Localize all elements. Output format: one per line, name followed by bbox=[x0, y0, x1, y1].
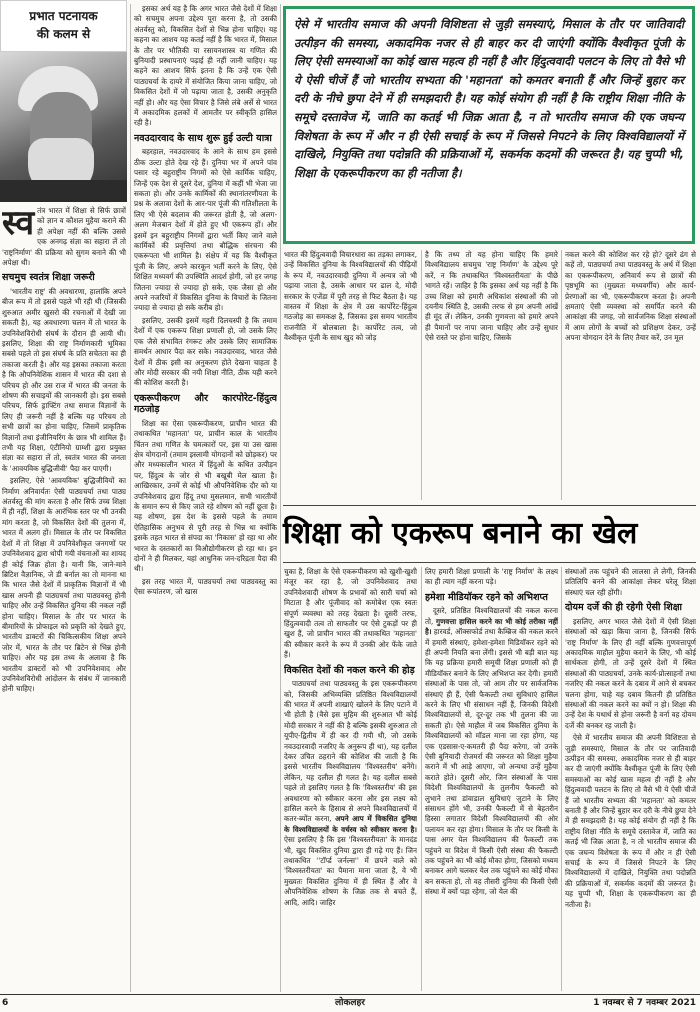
paragraph: इस तरह भारत में, पाठ्यचर्या तथा पाठ्यवस्तु का ऐसा रूपांतरण, जो खास bbox=[134, 576, 277, 597]
page-footer bbox=[0, 994, 700, 1012]
article-column-4-top bbox=[425, 250, 558, 500]
article-column-3-top bbox=[284, 250, 417, 500]
emphasis-text: अपने आप में विकसित दुनिया के विश्वविद्यालयों के वर्चस्व को स्वीकार करना है। bbox=[284, 814, 417, 834]
pull-quote-box: ऐसे में भारतीय समाज की अपनी विशिष्टता से जुड़ी समस्याएं, मिसाल के तौर पर जातिवादी उत्पीड़न की समस्या, अकादमिक नजर से ही बाहर कर दी जाएंगी क्योंकि वैश्वीकृत पूंजी के लिए ऐसी समस्याओं का कोई खास महत्व ही नहीं है और हिंदुत्ववादी पलटन के लिए तो वैसे भी ये ऐसी चीजें हैं जो भारतीय सभ्यता की 'महानता' को कमतर बनाती हैं और जिन्हें बुहार कर दरी के नीचे छुपा देने में ही समझदारी है। यह कोई संयोग ही नहीं है कि राष्ट्रीय शिक्षा नीति के समूचे दस्तावेज में, जाति का कतई भी जिक्र आता है, न तो भारतीय समाज की एक जघन्य विशेषता के रूप में और न ही ऐसी सचाई के रूप में जिससे निपटने के लिए विश्वविद्यालयों में दाखिले, नियुक्ति तथा पदोन्नति की प्रक्रियाओं में, सकर्मक कदमों की जरूरत है। यह चुप्पी भी, शिक्षा के एकरूपीकरण का ही नतीजा है। bbox=[283, 6, 695, 244]
article-column-3-bottom bbox=[284, 567, 417, 991]
article-headline: शिक्षा को एकरूप बनाने का खेल bbox=[283, 516, 638, 551]
paragraph: शिक्षा का ऐसा एकरूपीकरण, प्राचीन भारत की तथाकथित 'महानता' पर, प्राचीन काल के भारतीय चिंतन तथा गणित के चमत्कारों पर, इस या उस खास क्षेत्र योगदानों (तमाम इस्लामी योगदानों को छोड़कर) पर और मध्यकालीन भारत में हिंदुओं के कथित उत्पीड़न पर, हिंदुत्व के जोर से भी बखूबी मेल खाता है। आखिरकार, उनमें से कोई भी औपनिवेशिक दौर को या उपनिवेशवाद द्वारा हिंदू तथा मुसलमान, सभी भारतीयों के समान रूप से किए जाते रहे शोषण को नहीं छूता है। यह शोषण, इस देश के इससे पहले के तमाम ऐतिहासिक अनुभव से पूरी तरह से भिन्न था क्योंकि इसके तहत भारत से संपदा का 'निकास' हो रहा था और भारत के दस्तकारों का विऔद्योगीकरण हो रहा था। इन दोनों ने ही मिलकर, यहां आधुनिक जन-दरिद्रता पैदा की थी। bbox=[134, 418, 277, 574]
page-number: 6 bbox=[2, 998, 9, 1008]
paragraph: इसलिए, उसकी इसमें गहरी दिलचस्पी है कि तमाम देशों में एक एकरूप शिक्षा प्रणाली हो, जो उसके लिए एक जैसे संभावित रंगरूट और उसके लिए सामाजिक समर्थन आधार पैदा कर सके। नवउदारवाद, भारत जैसे देशों में ठीक इसी का अनुकरण होते देखना चाहता है और मोदी सरकार की नयी शिक्षा नीति, ठीक यही करने की कोशिश करती है। bbox=[134, 315, 277, 388]
issue-date: 1 नवम्बर से 7 नवम्बर 2021 bbox=[593, 998, 696, 1008]
paragraph: बहरहाल, नवउदारवाद के आने के साथ हम इससे ठीक उल्टा होते देख रहे हैं। दुनिया भर में अपने पांव पसार रहे बहुराष्ट्रीय निगमों को ऐसे कार्मिक चाहिए, जिन्हें एक देश से दूसरे देश, दुनिया में कहीं भी भेजा जा सकता हो। और उनके कार्मिकों की स्थानांतरणीयता के प्रश्न के अलावा देशों के आर-पार पूंजी की गतिशीलता के लिए भी ऐसे बदलाव की जरूरत होती है, जो अलग-अलग मेजबान देशों में होते हुए भी एकरूप हों। और इसमें इन बहुराष्ट्रीय निगमों द्वारा भर्ती किए जाने वाले कार्मिकों की प्रवृत्तियां तथा बौद्धिक संरचना की एकरूपता भी शामिल है। संक्षेप में यह कि वैश्वीकृत पूंजी के लिए, अपने कारकून भर्ती करने के लिए, ऐसे शिक्षित मध्यवर्ग की उपस्थिति आदर्श होगी, जो हर जगह जितना ज्यादा से ज्यादा हो सके, एक जैसा हो और अपने नजरियों में विकसित दुनिया के विचारों के जितना ज्यादा से ज्यादा हो सके करीब हो। bbox=[134, 147, 277, 313]
paragraph: चुका है, शिक्षा के ऐसे एकरूपीकरण को खुशी-खुशी मंजूर कर रहा है, जो उपनिवेशवाद तथा उपनिवेशवादी शोषण के प्रभावों को सारी चर्चा को मिटाता है और पूंजीवाद को कमोबेश एक स्वतः संपूर्ण व्यवस्था को तरह देखता है। दूसरी तरफ, हिंदुत्ववादी तत्व तो साफतौर पर ऐसे टुकड़ों पर ही खुश हैं, जो प्राचीन भारत की तथाकथित 'महानता' की स्वीकार करने के रूप में उनकी ओर फेंके जाते हैं। bbox=[284, 567, 417, 660]
subheading: नवउदारवाद के साथ शुरू हुई उल्टी यात्रा bbox=[134, 132, 272, 144]
subheading: विकसित देशों की नकल करने की होड़ bbox=[284, 664, 415, 676]
subheading: सचमुच स्वतंत्र शिक्षा जरूरी bbox=[2, 272, 95, 284]
author-name: प्रभात पटनायक bbox=[29, 9, 98, 23]
emphasis-text: गुणवत्ता हासिल करने का भी कोई तरीका नहीं है। bbox=[425, 616, 558, 637]
paragraph: पाठ्यचर्या तथा पाठ्यवस्तु के इस एकरूपीकरण को, जिसकी अभिव्यक्ति प्रतिष्ठित विश्वविद्यालयों की भारत में अपनी शाखाएं खोलने के लिए पटाने में भी होती है (वैसे इस मुहिम की शुरुआत भी कोई मोदी सरकार ने नहीं की है बल्कि इसकी शुरुआत तो यूपीए-द्वितीय में ही कर दी गयी थी, जो उसके नवउदारवादी नजरिए के अनुरूप ही था), यह दलील देकर उचित ठहराने की कोशिश की जाती है कि इससे भारतीय विश्वविद्यालय 'विश्वस्तरीय' बनेंगे। लेकिन, यह दलील ही गलत है। यह दलील सबसे पहले तो इसलिए गलत है कि 'विश्वस्तरीय' की इस अवधारणा को स्वीकार करना और इस लक्ष्य को हासिल करने के हिसाब से अपने विश्वविद्यालयों में कतर-ब्योंत करना, अपने आप में विकसित दुनिया के विश्वविद्यालयों के वर्चस्व को स्वीकार करना है। ऐसा इसलिए है कि इस 'विश्वस्तरीयता' के मानदंड भी, खुद विकसित दुनिया द्वारा ही गढ़े गए हैं। जिन तथाकथित ''टॉर्प्ड जर्नल्स'' में छपने वाले को 'विश्वस्तरीयता' का पैमाना माना जाता है, वे भी मुख्यतः विकसित दुनिया में ही स्थित हैं और वे औपनिवेशिक शोषण के जिक्र तक से बचते हैं, आदि, आदि। जाहिर bbox=[284, 679, 417, 907]
subheading: दोयम दर्जे की ही रहेगी ऐसी शिक्षा bbox=[565, 602, 682, 614]
paragraph: लिए हमारी शिक्षा प्रणाली के 'राष्ट्र निर्माण' के लक्ष्य का ही त्याग नहीं करना पड़े। bbox=[425, 567, 558, 587]
publication-name: लोकलहर bbox=[335, 998, 365, 1008]
drop-cap: स्व bbox=[2, 206, 35, 243]
article-intro: तंत्र भारत में शिक्षा से सिर्फ छात्रों को ज्ञान व कौशल मुहैया कराने की ही अपेक्षा नहीं की बल्कि उससे एक अनगढ़ संज्ञा का सहारा लें तो 'राष्ट्रनिर्माण' की प्रक्रिया को सुगम बनाने की भी अपेक्षा थी। bbox=[2, 206, 126, 268]
article-column-4-bottom bbox=[425, 567, 558, 991]
author-byline bbox=[0, 0, 127, 52]
paragraph: दूसरे, प्रतिष्ठित विश्वविद्यालयों की नकल करना तो, गुणवत्ता हासिल करने का भी कोई तरीका नहीं है। हारवर्ड, ऑक्सफोर्ड तथा कैम्ब्रिज की नकल करने में हमारी संस्थाएं, हमेशा-हमेशा मिडियॉकर रहने को ही अपनी नियति बना लेंगी। इससे भी बड़ी बात यह कि यह प्रक्रिया हमारी समूची शिक्षा प्रणाली को ही मीडियॉकर बनाने के लिए अभिशप्त कर देगी। हमारी संस्थाओं के पास तो, जो आम तौर पर सार्वजनिक संस्थाएं ही हैं, ऐसी फैकल्टी तथा सुविधाएं हासिल करने के लिए भी संसाधन नहीं हैं, जिनकी विदेशी विश्वविद्यालयों से, दूर-दूर तक भी तुलना की जा सकती हो। ऐसे माहौल में जब विकसित दुनिया के विश्वविद्यालयों को मॉडल माना जा रहा होगा, यह एक एडसास-ए-कमतरी ही पैदा करेगा, जो उनके ऐसी बुनियादी रोजमर्रा की जरूरत को शिक्षा मुहैया कराने में भी आड़े आएगा, जो अन्यथा उन्हें मुहैया कराते होते। दूसरी ओर, जिन संस्थाओं के पास विदेशी विश्वविद्यालयों के तुलनीय फैकल्टी को लुभाने तथा डांवाडाल सुविधाएं जुटाने के लिए संसाधन होंगे भी, उनकी फैकल्टी में से बेहतरीन हिस्सा लगातार विदेशी विश्वविद्यालयों की ओर पलायन कर रहा होगा। मिसाल के तौर पर किसी के पास अगर येल विश्वविद्यालय की फैकल्टी तक पहुंचने या विदेश में किसी ऐसी संस्था की फैकल्टी तक पहुंचने का भी कोई मौका होगा, जिसको मध्यम बनाकर आगे चलकर येल तक पहुंचने का कोई मौका बन सकता हो, तो वह तीसरी दुनिया की किसी ऐसी संस्था में क्यों पड़ा रहेगा, जो येल की bbox=[425, 606, 558, 897]
author-portrait bbox=[0, 52, 127, 202]
paragraph: भारत की हिंदुत्ववादी विचारधारा का तड़का लगाकर, उन्हें विकसित दुनिया के विश्वविद्यालयों की पीढ़ियों के रूप में, नवउदारवादी दुनिया में अन्यत्र जो भी पढ़ाया जाता है, उसके आधार पर ढाल दे, मोदी सरकार के एजेंडा में पूरी तरह से फिट बैठता है। यह वास्तव में शिक्षा के क्षेत्र में उस कार्पोरेट-हिंदुत्व गठजोड़ का समकक्ष है, जिसका इस समय भारतीय राजनीति में बोलबाला है। कार्पोरेट तत्व, जो वैश्वीकृत पूंजी के साथ खुद को जोड़ bbox=[284, 250, 417, 343]
article-column-2 bbox=[134, 4, 277, 991]
subheading: एकरूपीकरण और कारपोरेट-हिंदुत्व गठजोड़ bbox=[134, 392, 277, 416]
paragraph: इसलिए, अगर भारत जैसे देशों में ऐसी शिक्षा संस्थाओं को खड़ा किया जाना है, जिनकी सिर्फ 'राष्ट्र निर्माण' के लिए ही नहीं बल्कि गुणवत्तापूर्ण अकादमिक माहौल मुहैया कराने के लिए, भी कोई सार्थकता होगी, तो उन्हें दूसरे देशों में स्थित संस्थाओं की पाठ्यचर्या, उनके कार्य-प्रोत्साहनों तथा नजरिए की नकल करने के दबाव में आने से बचकर चलना होगा, चाहे यह दबाव कितनी ही प्रतिष्ठित संस्थाओं की नकल करने का क्यों न हो। शिक्षा की उन्हें देश के यथार्थ से होना जरूरी है वर्ना वह दोयम दर्जे की बनकर रह जाती है। bbox=[565, 616, 696, 730]
paragraph: नकल करने की कोशिश कर रहे हो? दूसरे ढंग से कहें तो, पाठ्यचर्या तथा पाठ्यवस्तु के अर्थ में शिक्षा का एकरूपीकरण, अनिवार्य रूप से छात्रों की पृष्ठभूमि का (मुख्यतः मध्यवर्गीय) और कार्य-प्रेरणाओं का भी, एकरूपीकरण करता है। अपनी क्षमताएं ऐसी व्यवस्था को समर्पित करने की आकांक्षा की जगह, जो सार्वजनिक शिक्षा संस्थाओं में आम लोगों के बच्चों को प्रशिक्षण देकर, उन्हें अपना योगदान देने के लिए तैयार करें, उन मूल bbox=[565, 250, 696, 343]
subheading: हमेशा मीडियॉकर रहने को अभिशप्त bbox=[425, 591, 548, 603]
paragraph: इसलिए, ऐसे 'आवयविक' बुद्धिजीवियों का निर्माण अनिवार्यतः ऐसी पाठ्यचर्या तथा पाठ्य अंतर्वस्तु की मांग करता है और सिर्फ उच्च शिक्षा में ही नहीं, शिक्षा के आरंभिक स्तर पर भी उनकी मांग करता है, जो विकसित देशों की तुलना में, भारत में अलग हों। मिसाल के तौर पर विकसित देशों में तो शिक्षा में उपनिवेशीकृत जनगणों पर उपनिवेशवाद द्वारा थोपी गयी वंचनाओं का शायद ही कोई जिक्र होता है। यानी कि, जाने-माने ब्रिटिश वैज्ञानिक, जे डी बर्नाल का तो मानना था कि भारत जैसे देशों में प्राकृतिक विज्ञानों में भी खास अपनी ही पाठ्यचर्या तथा पाठ्यवस्तु होनी चाहिए और उन्हें विकसित दुनिया की नकल नहीं होना चाहिए। मिसाल के तौर पर भारत के बीमारियों के प्रोफाइल को प्रकृति को देखते हुए, भारतीय डाक्टरों की चिकित्सकीय शिक्षा अपने जोर में, भारत के तौर पर ब्रिटेन से भिन्न होनी चाहिए। और यह इस तथ्य के अलावा है कि भारतीय डाक्टरों को भी उपनिवेशवाद और उपनिवेशविरोधी आंदोलन के संबंध में जानकारी होनी चाहिए। bbox=[2, 476, 126, 694]
paragraph: संस्थाओं तक पहुंचने की लालसा ले लेगी, जिनकी प्रतिलिपि बनने की आकांक्षा लेकर घरेलू शिक्षा संस्थाएं चल रही होंगी। bbox=[565, 567, 696, 597]
article-column-5-top bbox=[565, 250, 696, 500]
paragraph: है कि तथ्य तो यह होना चाहिए कि हमारे विश्वविद्यालय सचमुच 'राष्ट्र निर्माण' के उद्देश्य पूरे करें, न कि तथाकथित 'विश्वस्तरीयता' के पीछे भागते रहें। जाहिर है कि इसका अर्थ यह नहीं है कि उच्च शिक्षा को हमारी अधिकांश संस्थाओं की जो दयनीय स्थिति है, उसकी तरफ से हम अपनी आंखें ही मूंद लें। लेकिन, उनकी गुणवत्ता को हमारे अपने ही पैमानों पर नापा जाना चाहिए और उन्हें सुधार ऐसे रास्ते पर होना चाहिए, जिसके bbox=[425, 250, 558, 343]
paragraph: 'भारतीय राष्ट्र' की अवधारणा, हालांकि अपने बीज रूप में तो इससे पहले भी रही थी (जिसकी शुरुआत अमीर खुसरो की रचनाओं में देखी जा सकती है), यह अवधारणा चलन में तो भारत के उपनिवेशविरोधी संघर्ष के दौरान ही आयी थी। इसलिए, शिक्षा की राष्ट्र निर्माणकारी भूमिका सबसे पहले तो इस संघर्ष के प्रति सचेतता का ही तकाजा करती है। और यह इसका तकाजा करता है कि औपनिवेशिक शासन में भारत की दशा से परिचय हो और उस राज में भारत की जनता के शोषण की सचाइयों की जानकारी हो। इस सबसे परिचय, सिर्फ ड्राफ्टिंग तथा समाज विज्ञानों के लिए ही जरूरी नहीं है बल्कि यह परिचय तो सभी छात्रों का होना चाहिए, जिसमें प्राकृतिक विज्ञानों तथा इंजीनियरिंग के छात्र भी शामिल हैं। तभी यह शिक्षा, एंटीनियो ग्राम्शी द्वारा प्रयुक्त संज्ञा का सहारा लें तो, स्वतंत्र भारत की जनता के 'आवयविक बुद्धिजीवी' पैदा कर पाएगी। bbox=[2, 286, 126, 473]
article-column-5-bottom bbox=[565, 567, 696, 991]
article-column-1 bbox=[2, 206, 126, 991]
paragraph: ऐसे में भारतीय समाज की अपनी विशिष्टता से जुड़ी समस्याएं, मिसाल के तौर पर जातिवादी उत्पीड़न की समस्या, अकादमिक नजर से ही बाहर कर दी जाएंगी क्योंकि वैश्वीकृत पूंजी के लिए ऐसी समस्याओं का कोई खास महत्व ही नहीं है और हिंदुत्ववादी पलटन के लिए तो वैसे भी ये ऐसी चीजें हैं जो भारतीय सभ्यता की 'महानता' को कमतर बनाती हैं और जिन्हें बुहार कर दरी के नीचे छुपा देने में ही समझदारी है। यह कोई संयोग ही नहीं है कि राष्ट्रीय शिक्षा नीति के समूचे दस्तावेज में, जाति का कतई भी जिक्र आता है, न तो भारतीय समाज की एक जघन्य विशेषता के रूप में और न ही ऐसी सचाई के रूप में जिससे निपटने के लिए विश्वविद्यालयों में दाखिले, नियुक्ति तथा पदोन्नति की प्रक्रियाओं में, सकर्मक कदमों की जरूरत है। यह चुप्पी भी, शिक्षा के एकरूपीकरण का ही नतीजा है। bbox=[565, 733, 696, 909]
paragraph: इसका अर्थ यह है कि अगर भारत जैसे देशों में शिक्षा को सचमुच अपना उद्देश्य पूरा करना है, तो उसकी अंतर्वस्तु को, विकसित देशों से भिन्न होना चाहिए। यह कहना का आशय यह कतई नहीं है कि भारत में, मिसाल के तौर पर भौतिकी या रसायनशास्त्र या गणित की बुनियादी प्रस्थापनाएं पढ़ाई ही नहीं जानी चाहिए। यह कहने का आशय सिर्फ इतना है कि उन्हें एक ऐसी पाठ्यचर्या के दायरे में संयोजित किया जाना चाहिए, जो विकसित देशों में जो पढ़ाया जाता है, उसकी अनुकृति नहीं हो। और यह ऐसा विचार है जिसे लंबे अर्से से भारत में अकादमिक हलकों में आमतौर पर स्वीकृति हासिल रही है। bbox=[134, 4, 277, 128]
author-byline-suffix: की कलम से bbox=[36, 27, 91, 41]
